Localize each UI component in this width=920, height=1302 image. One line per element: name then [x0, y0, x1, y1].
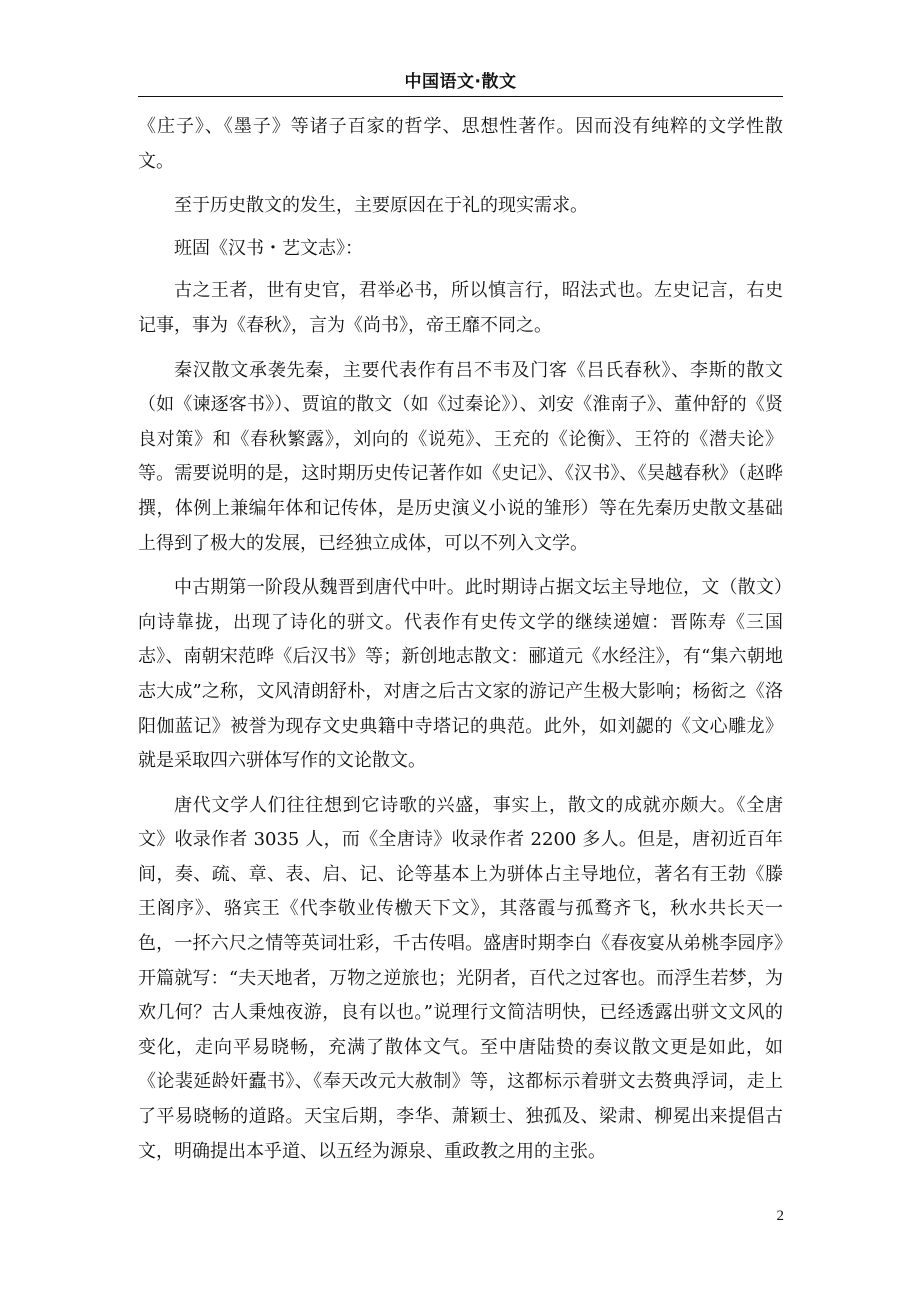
paragraph-citation-source: 班固《汉书・艺文志》：	[174, 237, 363, 259]
paragraph-middle-ancient: 中古期第一阶段从魏晋到唐代中叶。此时期诗占据文坛主导地位，文（散文）向诗靠拢，出现了诗化的骈文。代表作有史传文学的继续递嬗：晋陈寿《三国志》、南朝宋范晔《后汉书》等；新创地志散文：郦道元《水经注》，有“集六朝地志大成”之称，文风清朗舒朴，对唐之后古文家的游记产生极大影响；杨衒之《洛阳伽蓝记》被誉为现存文史典籍中寺塔记的典范。此外，如刘勰的《文心雕龙》就是采取四六骈体写作的文论散文。	[138, 577, 783, 772]
block-quote: 古之王者，世有史官，君举必书，所以慎言行，昭法式也。左史记言，右史记事，事为《春秋》，言为《尚书》，帝王靡不同之。	[138, 280, 783, 336]
paragraph-tang: 唐代文学人们往往想到它诗歌的兴盛，事实上，散文的成就亦颇大。《全唐文》收录作者 3035 人，而《全唐诗》收录作者 2200 多人。但是，唐初近百年间，奏、疏、章、表、启、记、论等基本上为骈体占主导地位，著名有王勃《滕王阁序》、骆宾王《代李敬业传檄天下文》，其落霞与孤鹜齐飞，秋水共长天一色，一抔六尺之情等英词壮彩，千古传唱。盛唐时期李白《春夜宴从弟桃李园序》开篇就写：“夫天地者，万物之逆旅也；光阴者，百代之过客也。而浮生若梦，为欢几何？古人秉烛夜游，良有以也。”说理行文简洁明快，已经透露出骈文文风的变化，走向平易晓畅，充满了散体文气。至中唐陆贽的奏议散文更是如此，如《论裴延龄奸蠹书》、《奉天改元大赦制》等，这都标示着骈文去赘典浮词，走上了平易晓畅的道路。天宝后期，李华、萧颖士、独孤及、梁肃、柳冕出来提倡古文，明确提出本乎道、以五经为源泉、重政教之用的主张。	[138, 794, 783, 1162]
paragraph-continuation: 《庄子》、《墨子》等诸子百家的哲学、思想性著作。因而没有纯粹的文学性散文。	[138, 116, 783, 172]
paragraph-qin-han: 秦汉散文承袭先秦，主要代表作有吕不韦及门客《吕氏春秋》、李斯的散文（如《谏逐客书》）、贾谊的散文（如《过秦论》）、刘安《淮南子》、董仲舒的《贤良对策》和《春秋繁露》，刘向的《说苑》、王充的《论衡》、王符的《潜夫论》等。需要说明的是，这时期历史传记著作如《史记》、《汉书》、《吴越春秋》（赵晔撰，体例上兼编年体和记传体，是历史演义小说的雏形）等在先秦历史散文基础上得到了极大的发展，已经独立成体，可以不列入文学。	[138, 359, 783, 554]
header-divider	[138, 96, 783, 97]
paragraph-history-prose: 至于历史散文的发生，主要原因在于礼的现实需求。	[174, 195, 588, 217]
page-header-title: 中国语文·散文	[404, 72, 517, 92]
page-number: 2	[776, 1208, 784, 1224]
document-body	[138, 110, 783, 1169]
